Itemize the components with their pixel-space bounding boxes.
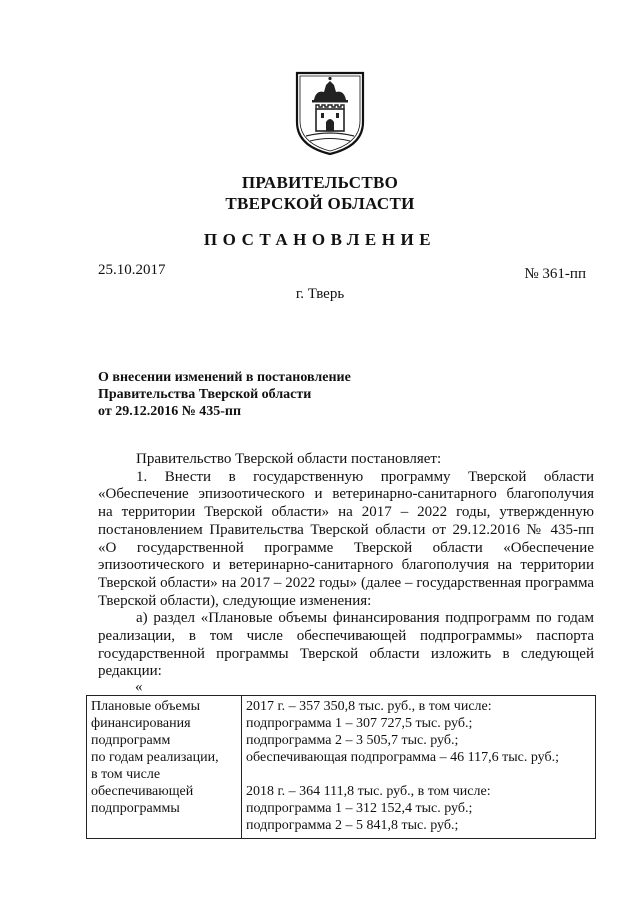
body-line: государственной программы Тверской области изложить в следующей (98, 645, 594, 662)
document-subject (98, 369, 351, 420)
table-value-line: подпрограмма 2 – 3 505,7 тыс. руб.; (246, 733, 459, 748)
body-line: Тверской области), следующие изменения: (98, 592, 372, 609)
body-line: 1. Внести в государственную программу Тверской области (136, 468, 594, 485)
financing-table (86, 695, 596, 839)
body-line: «Обеспечение эпизоотического и ветеринарно-санитарного благополучия (98, 486, 594, 503)
table-label-line: подпрограммы (91, 801, 180, 816)
body-line: постановлением Правительства Тверской области от 29.12.2016 № 435-пп (98, 521, 594, 538)
table-label-line: Плановые объемы (91, 699, 201, 714)
body-line: эпизоотического и ветеринарно-санитарного благополучия на территории (98, 557, 594, 574)
body-line: реализации, в том числе обеспечивающей подпрограммы» паспорта (98, 628, 594, 645)
table-value-line: 2018 г. – 364 111,8 тыс. руб., в том числе: (246, 784, 491, 799)
body-line: «О государственной программе Тверской области «Обеспечение (98, 539, 594, 556)
table-row (87, 696, 596, 839)
document-number: № 361-пп (524, 266, 586, 282)
spacer (246, 766, 591, 783)
opening-quote-mark: « (135, 679, 143, 695)
table-label-line: в том числе (91, 767, 161, 782)
table-label-line: подпрограмм (91, 733, 171, 748)
coat-of-arms-emblem (294, 70, 366, 156)
table-value-line: подпрограмма 2 – 5 841,8 тыс. руб.; (246, 818, 459, 833)
document-city: г. Тверь (295, 286, 345, 302)
document-date: 25.10.2017 (98, 262, 166, 278)
table-value-line: подпрограмма 1 – 307 727,5 тыс. руб.; (246, 716, 473, 731)
subject-line: О внесении изменений в постановление (98, 370, 351, 385)
body-line: Тверской области» на 2017 – 2022 годы» (далее – государственная программа (98, 574, 594, 591)
body-line: а) раздел «Плановые объемы финансирования подпрограмм по годам (136, 610, 594, 627)
subject-line: Правительства Тверской области (98, 387, 312, 402)
body-line: на территории Тверской области» на 2017 – 2022 годы, утвержденную (98, 504, 594, 521)
table-label-line: обеспечивающей (91, 784, 194, 799)
table-values-cell (242, 696, 596, 839)
table-value-line: 2017 г. – 357 350,8 тыс. руб., в том числе: (246, 699, 492, 714)
document-type: ПОСТАНОВЛЕНИЕ (203, 230, 437, 249)
organization-line-1: ПРАВИТЕЛЬСТВО (241, 173, 399, 192)
table-value-line: подпрограмма 1 – 312 152,4 тыс. руб.; (246, 801, 473, 816)
table-value-line: обеспечивающая подпрограмма – 46 117,6 тыс. руб.; (246, 750, 559, 765)
table-row-header-cell (87, 696, 242, 839)
table-label-line: по годам реализации, (91, 750, 219, 765)
organization-line-2: ТВЕРСКОЙ ОБЛАСТИ (225, 194, 415, 213)
table-label-line: финансирования (91, 716, 191, 731)
intro-paragraph: Правительство Тверской области постановляет: (136, 451, 442, 467)
document-body (98, 451, 594, 681)
subject-line: от 29.12.2016 № 435-пп (98, 404, 242, 419)
body-line: редакции: (98, 663, 162, 680)
